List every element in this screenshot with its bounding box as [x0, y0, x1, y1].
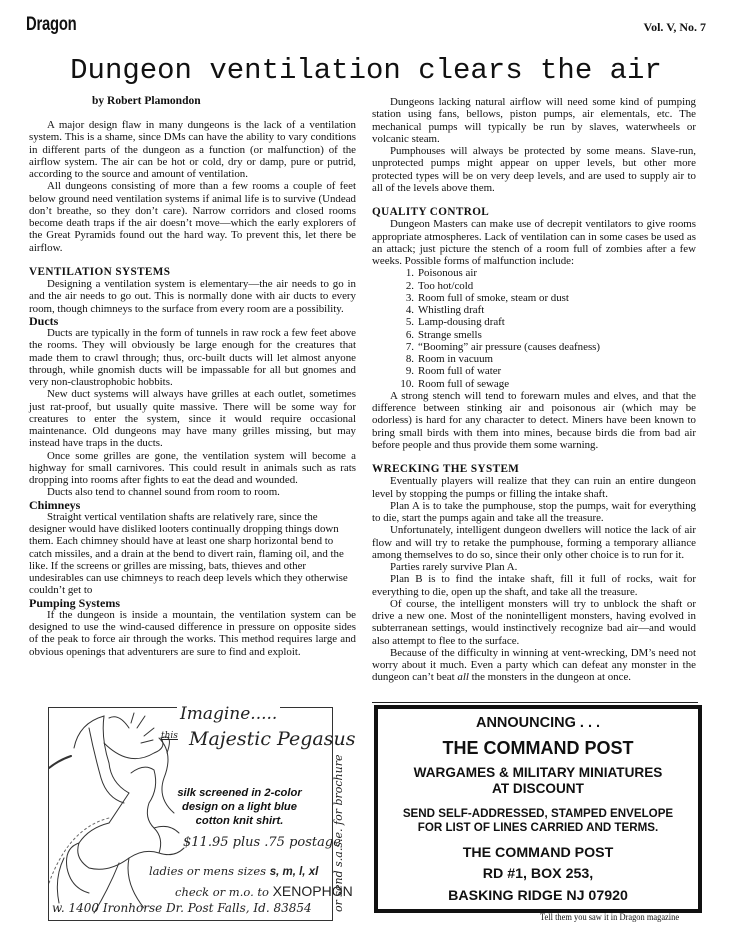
- item-text: Poisonous air: [418, 267, 477, 280]
- malfunction-item: [392, 329, 696, 341]
- tagline-line: WARGAMES & MILITARY MINIATURES: [413, 765, 663, 780]
- ad-payment: [175, 883, 353, 899]
- subheading-pumping-systems: Pumping Systems: [29, 595, 121, 610]
- payee: XENOPHON: [272, 883, 353, 899]
- article-title: Dungeon ventilation clears the air: [70, 54, 662, 87]
- paragraph: New duct systems will always have grilles at each outlet, sometimes just rat-proof, but usually quite massive. There will be some way for creatures to enter the system, since it would require occasional maintenance. Old dungeons may have many grilles missing, but may instead have traps in the ducts.: [29, 388, 356, 450]
- column-end-rule: [372, 702, 698, 703]
- ad-brochure-note: or send s.a.s.e. for brochure: [332, 754, 345, 912]
- item-text: Too hot/cold: [418, 279, 474, 292]
- send-line: FOR LIST OF LINES CARRIED AND TERMS.: [417, 820, 659, 834]
- send-line: SEND SELF-ADDRESSED, STAMPED ENVELOPE: [402, 807, 674, 820]
- item-number: 7.: [405, 340, 414, 353]
- ad-address-name: THE COMMAND POST: [462, 845, 614, 861]
- paragraph: [372, 647, 696, 684]
- malfunction-item: [392, 292, 696, 304]
- item-text: Room full of water: [418, 365, 502, 378]
- malfunction-item: [392, 341, 696, 353]
- pegasus-shirt-ad: [48, 704, 356, 921]
- item-text: Lamp-dousing draft: [418, 316, 505, 329]
- ad-product-description: [157, 786, 322, 828]
- ad-product-name: Majestic Pegasus: [189, 728, 356, 750]
- paragraph: Plan A is to take the pumphouse, stop the pumps, wait for everything to die, start the pumps again and take all the treasure.: [372, 499, 696, 524]
- text: the monsters in the dungeon at once.: [468, 671, 632, 684]
- magazine-name: Dragon: [26, 14, 77, 35]
- ad-address: w. 1400 Ironhorse Dr. Post Falls, Id. 83854: [52, 901, 312, 915]
- paragraph: Eventually players will realize that they can ruin an entire dungeon level by stopping the pumps or filling the intake shaft.: [372, 475, 696, 500]
- item-number: 8.: [405, 353, 414, 365]
- paragraph: Dungeon Masters can make use of decrepit ventilators to give rooms appropriate atmospheres. Lack of ventilation can in some cases be used as an attack; just picture the stench of a room full of zombies after a few weeks. Possible forms of malfunction include:: [372, 218, 696, 267]
- emphasis: all: [457, 671, 469, 684]
- ad-store-name: THE COMMAND POST: [442, 738, 634, 758]
- item-number: 5.: [405, 316, 414, 329]
- ad-tagline: [378, 765, 698, 797]
- subheading-chimneys: Chimneys: [29, 497, 81, 512]
- item-number: 2.: [405, 279, 414, 292]
- byline: by Robert Plamondon: [92, 95, 201, 107]
- article-column-left: [29, 119, 356, 658]
- desc-line: silk screened in 2-color: [177, 787, 302, 799]
- article-column-right: [372, 96, 696, 684]
- item-number: 10.: [400, 377, 414, 390]
- paragraph: Ducts also tend to channel sound from room to room.: [47, 486, 280, 499]
- item-number: 9.: [405, 365, 414, 378]
- section-heading-ventilation-systems: VENTILATION SYSTEMS: [29, 265, 171, 278]
- item-text: “Booming” air pressure (causes deafness): [418, 340, 601, 353]
- ad-announcing: ANNOUNCING . . .: [475, 715, 601, 731]
- section-heading-wrecking: WRECKING THE SYSTEM: [372, 463, 520, 475]
- paragraph: Once some grilles are gone, the ventilation system will become a highway for small carnivores. This could result in animals such as rats dropping into rooms after fights to eat the dead and wounded.: [29, 449, 356, 486]
- section-heading-quality-control: QUALITY CONTROL: [372, 206, 490, 218]
- tagline-line: AT DISCOUNT: [492, 781, 584, 796]
- paragraph: A major design flaw in many dungeons is the lack of a ventilation system. This is a shame, since DMs can have the ability to vary conditions in different parts of the dungeon as a function (or malfunction) of the airflow system. The air can be hot or cold, dry or damp, pure or putrid, according to the source and amount of ventilation.: [29, 119, 356, 180]
- sizes-label: ladies or mens sizes: [149, 864, 270, 878]
- paragraph: Plan B is to find the intake shaft, fill it full of rocks, wait for everything to die, open up the shaft, and take all the treasure.: [372, 573, 696, 598]
- item-text: Room full of sewage: [418, 377, 510, 390]
- malfunction-item: [392, 304, 696, 316]
- text: Because of the difficulty in winning at vent-wrecking, DM’s need not worry about it much. Even a party which can defeat any monster in the dungeon can’t beat: [372, 646, 696, 684]
- malfunction-item: [392, 267, 696, 279]
- malfunction-item: [392, 280, 696, 292]
- paragraph: Of course, the intelligent monsters will try to unblock the shaft or drive a new one. Most of the nonintelligent monsters, having evolved in subterranean settings, would instinctively recognize bad air—and would also attempt to flee to the surface.: [372, 597, 696, 647]
- malfunction-item: [392, 365, 696, 377]
- malfunction-item: [392, 353, 696, 365]
- paragraph: All dungeons consisting of more than a few rooms a couple of feet below ground need ventilation systems if animal life is to survive (Undead don’t breathe, so they don’t care). Narrow corridors and closed rooms become death traps if the air doesn’t move—which the early explorers of the Great Pyramids found out the hard way. To prevent this, let there be airflow.: [29, 180, 356, 254]
- ad-address-line: BASKING RIDGE NJ 07920: [448, 888, 628, 904]
- footer-tagline: Tell them you saw it in Dragon magazine: [540, 912, 680, 923]
- payment-label: check or m.o. to: [175, 885, 273, 899]
- item-text: Room full of smoke, steam or dust: [418, 291, 569, 304]
- paragraph: Ducts are typically in the form of tunnels in raw rock a few feet above the rooms. They will obviously be large enough for the creatures that made them to crawl through; thus, orc-built ducts will let almost anyone through, while gnomish ducts will be impassable for all but gnomes and very non-claustrophobic hobbits.: [29, 327, 356, 388]
- paragraph: Pumphouses will always be protected by some means. Slave-run, unprotected pumps might appear on upper levels, but other more protected types will be on very deep levels, and are used to supply air to all of the levels above them.: [372, 145, 696, 194]
- sizes-values: s, m, l, xl: [269, 866, 319, 878]
- item-number: 1.: [405, 267, 414, 280]
- paragraph: Designing a ventilation system is elementary—the air needs to go in and the air needs to go out. This is normally done with air ducts to every room, though chimneys to the surface from every room are a possibility.: [29, 278, 356, 315]
- ad-text-this: this: [161, 731, 178, 741]
- subheading-ducts: Ducts: [29, 313, 59, 328]
- command-post-ad: [374, 705, 702, 913]
- item-text: Whistling draft: [418, 304, 485, 316]
- ad-headline-imagine: Imagine.....: [177, 704, 280, 724]
- item-text: Room in vacuum: [418, 353, 494, 365]
- malfunction-item: [392, 378, 696, 390]
- item-text: Strange smells: [418, 328, 482, 341]
- ad-sizes: [149, 864, 318, 878]
- desc-line: cotton knit shirt.: [195, 815, 284, 827]
- ad-send-instructions: [378, 807, 698, 834]
- paragraph: If the dungeon is inside a mountain, the ventilation system can be designed to use the wind-caused difference in pressure on opposite sides of the peak to force air through the works. This method requires large and obvious openings that adventurers are sure to find and exploit.: [29, 608, 356, 658]
- paragraph: Parties rarely survive Plan A.: [390, 561, 518, 573]
- desc-line: design on a light blue: [182, 801, 297, 813]
- item-number: 6.: [405, 328, 414, 341]
- paragraph: Dungeons lacking natural airflow will need some kind of pumping station using fans, bellows, piston pumps, air elementals, etc. The mechanical pumps will typically be run by slaves, waterwheels or volcanic steam.: [372, 96, 696, 145]
- ad-address-line: RD #1, BOX 253,: [482, 866, 594, 882]
- item-number: 3.: [405, 291, 414, 304]
- paragraph: Straight vertical ventilation shafts are relatively rare, since the designer would have disliked looters continually dropping things down them. Each chimney should have at least one sharp horizontal bend to catch missiles, and a drain at the bend to divert rain, flaming oil, and the like. If the screens or grilles are missing, bats, thieves and other undesirables can use chimneys to reach deep levels which they otherwise couldn’t get to: [29, 510, 348, 597]
- paragraph: Unfortunately, intelligent dungeon dwellers will notice the lack of air flow and will try to retake the pumphouse, forming a temporary alliance among themselves to do so, since their only other choice is to run for it.: [372, 524, 696, 561]
- malfunction-list: [372, 267, 696, 390]
- item-number: 4.: [405, 304, 414, 316]
- issue-number: Vol. V, No. 7: [643, 20, 706, 34]
- paragraph: A strong stench will tend to forewarn mules and elves, and that the difference between stinking air and poisonous air (which may be odorless) is hard for any character to detect. Miners have been known to bring small birds with them into mines, because birds die from bad air before people and thus provide them some warning.: [372, 389, 696, 451]
- ad-price: $11.95 plus .75 postage: [183, 835, 341, 850]
- malfunction-item: [392, 316, 696, 328]
